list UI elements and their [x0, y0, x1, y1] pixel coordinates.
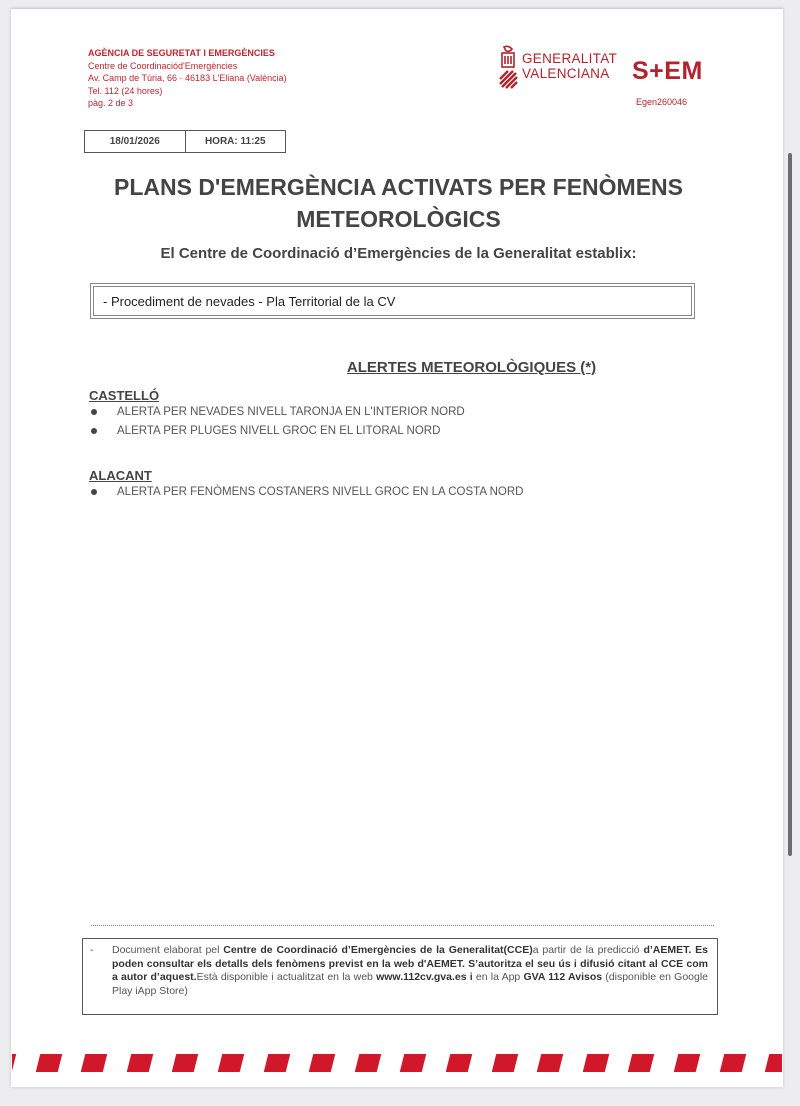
- alerts-heading-text: ALERTES METEOROLÒGIQUES (*): [346, 359, 597, 376]
- stripe: [12, 1054, 16, 1072]
- stripe: [400, 1054, 426, 1072]
- stripe: [491, 1054, 517, 1072]
- date-time-box: [84, 130, 286, 153]
- page-title: [71, 171, 726, 235]
- footer-text: en la App: [472, 971, 524, 983]
- center-name: Centre de Coordinaciód'Emergències: [88, 60, 238, 71]
- footer-note-box: [82, 938, 718, 1015]
- stripe: [537, 1054, 563, 1072]
- logo-line-2: VALENCIANA: [522, 66, 610, 81]
- footer-text: a partir de la predicció: [532, 944, 644, 956]
- footer-bold: Centre de Coordinació d’Emergències de la Generalitat(CCE): [223, 944, 533, 956]
- phone: Tel. 112 (24 hores): [88, 85, 163, 96]
- stripe: [35, 1054, 61, 1072]
- stripe: [719, 1054, 745, 1072]
- generalitat-logo: [498, 45, 618, 95]
- region-castello: CASTELLÓ: [89, 388, 160, 403]
- bullet-icon: [91, 428, 97, 434]
- page-subtitle: El Centre de Coordinació d’Emergències de la Generalitat establix:: [160, 245, 637, 262]
- footer-app-name: GVA 112 Avisos: [523, 971, 603, 983]
- bullet-icon: [91, 489, 97, 495]
- active-plans-text: - Procediment de nevades - Pla Territorial de la CV: [93, 286, 692, 316]
- logo-line-1: GENERALITAT: [522, 51, 618, 66]
- stripe: [81, 1054, 107, 1072]
- title-line-1: PLANS D'EMERGÈNCIA ACTIVATS PER FENÒMENS: [113, 174, 683, 200]
- title-line-2: METEOROLÒGICS: [296, 206, 501, 232]
- stripe: [583, 1054, 609, 1072]
- footer-text: (disponible en Google Play iApp Store): [112, 971, 709, 997]
- stripe: [309, 1054, 335, 1072]
- scrollbar[interactable]: [788, 153, 792, 856]
- page-number: pàg. 2 de 3: [88, 98, 134, 108]
- agency-name: AGÈNCIA DE SEGURETAT I EMERGÈNCIES: [88, 48, 275, 58]
- alert-item: [89, 406, 465, 418]
- footer-note: [112, 944, 708, 998]
- stripe: [127, 1054, 153, 1072]
- stripe: [765, 1054, 782, 1072]
- stripe: [446, 1054, 472, 1072]
- stripe: [674, 1054, 700, 1072]
- alert-text: ALERTA PER FENÒMENS COSTANERS NIVELL GROC EN LA COSTA NORD: [117, 486, 524, 498]
- footer-divider: [91, 925, 714, 926]
- alert-item: [89, 425, 440, 437]
- agency-header: [88, 47, 287, 110]
- stripe: [355, 1054, 381, 1072]
- address: Av. Camp de Túria, 66 · 46183 L'Eliana (València): [88, 73, 287, 83]
- footer-text: Document elaborat pel: [112, 944, 224, 956]
- time-cell: HORA: 11:25: [204, 136, 266, 147]
- alert-item: [89, 486, 523, 498]
- document-page: [11, 8, 783, 1087]
- stripe: [628, 1054, 654, 1072]
- stripe: [263, 1054, 289, 1072]
- stripe: [172, 1054, 198, 1072]
- alerts-heading: [71, 359, 726, 376]
- footer-website: www.112cv.gva.es i: [376, 971, 473, 983]
- bullet-icon: [91, 409, 97, 415]
- footer-bold: d’AEMET. Es poden consultar els detalls dels fenòmens previst en la web d'AEMET. S’autoritza el seu ús i difusió citant al CCE com a autor d’aquest.: [112, 944, 708, 983]
- alert-text: ALERTA PER NEVADES NIVELL TARONJA EN L'INTERIOR NORD: [117, 406, 465, 418]
- footer-text: Està disponible i actualitzat en la web: [196, 971, 377, 983]
- stripe: [218, 1054, 244, 1072]
- coat-of-arms-icon: [498, 45, 520, 91]
- active-plans-box: [90, 283, 695, 319]
- sem-logo: S+EM: [632, 57, 703, 85]
- footer-dash: -: [90, 944, 94, 956]
- document-code: Egen260046: [636, 97, 688, 107]
- date-cell: 18/01/2026: [85, 131, 186, 152]
- region-alacant: ALACANT: [89, 468, 152, 483]
- alert-text: ALERTA PER PLUGES NIVELL GROC EN EL LITORAL NORD: [117, 425, 441, 437]
- red-stripe-band: [12, 1054, 782, 1072]
